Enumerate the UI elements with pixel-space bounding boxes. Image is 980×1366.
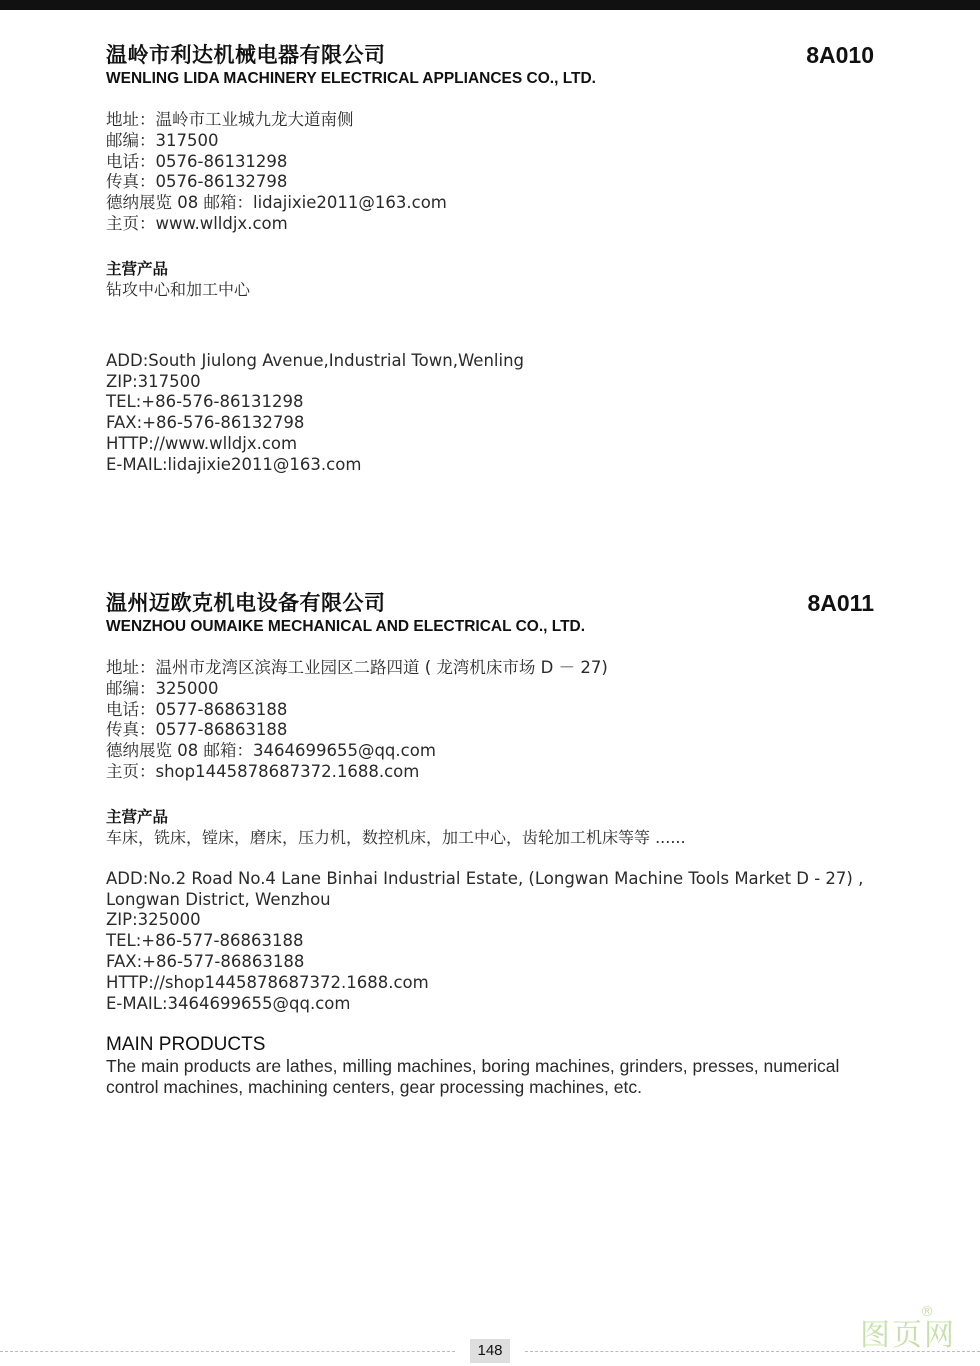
registered-mark-icon: ®: [920, 1304, 934, 1320]
fax-cn: 传真：0576-86132798: [106, 172, 288, 192]
products-cn: [106, 259, 886, 301]
title-row: [106, 588, 886, 618]
company-name-cn: 温岭市利达机械电器有限公司: [106, 43, 386, 67]
contact-cn: [106, 658, 886, 783]
email-cn: 德纳展览 08 邮箱：lidajixie2011@163.com: [106, 193, 447, 213]
email-en: E-MAIL:lidajixie2011@163.com: [106, 454, 362, 474]
company-name-en: WENZHOU OUMAIKE MECHANICAL AND ELECTRICAL CO., LTD.: [106, 618, 586, 635]
company-name-en: WENLING LIDA MACHINERY ELECTRICAL APPLIANCES CO., LTD.: [106, 70, 596, 87]
company-entry-oumaike: [106, 588, 886, 1098]
title-row: [106, 40, 886, 70]
http-en: HTTP://shop1445878687372.1688.com: [106, 972, 429, 992]
company-entry-lida: [106, 40, 886, 476]
address-en: ADD:No.2 Road No.4 Lane Binhai Industrial Estate, (Longwan Machine Tools Market D - 27) , Longwan District, Wenzhou: [106, 868, 864, 909]
main-products-text: The main products are lathes, milling machines, boring machines, grinders, presses, numerical control machines, machining centers, gear processing machines, etc.: [106, 1056, 840, 1098]
products-list-cn: 车床，铣床，镗床，磨床，压力机，数控机床，加工中心，齿轮加工机床等等 ......: [106, 827, 686, 847]
zip-en: ZIP:317500: [106, 371, 201, 391]
watermark-logo: [860, 1304, 970, 1358]
tel-en: TEL:+86-576-86131298: [106, 392, 304, 412]
fax-en: FAX:+86-577-86863188: [106, 951, 305, 971]
footer-divider-left: [0, 1351, 455, 1352]
booth-number: 8A010: [806, 42, 874, 68]
zip-en: ZIP:325000: [106, 910, 201, 930]
contact-cn: [106, 110, 886, 235]
top-rule: [0, 0, 980, 10]
address-cn: 地址：温州市龙湾区滨海工业园区二路四道 ( 龙湾机床市场 D － 27): [106, 658, 608, 677]
products-cn: [106, 807, 886, 849]
address-cn: 地址：温岭市工业城九龙大道南侧: [106, 110, 354, 129]
fax-cn: 传真：0577-86863188: [106, 720, 288, 740]
zip-cn: 邮编：325000: [106, 678, 219, 698]
tel-en: TEL:+86-577-86863188: [106, 931, 304, 951]
products-title-cn: 主营产品: [106, 807, 169, 826]
homepage-cn: 主页：www.wlldjx.com: [106, 213, 288, 233]
address-en: ADD:South Jiulong Avenue,Industrial Town,Wenling: [106, 350, 525, 370]
products-list-cn: 钻攻中心和加工中心: [106, 279, 251, 299]
zip-cn: 邮编：317500: [106, 130, 219, 150]
email-en: E-MAIL:3464699655@qq.com: [106, 993, 351, 1013]
http-en: HTTP://www.wlldjx.com: [106, 433, 298, 453]
email-cn: 德纳展览 08 邮箱：3464699655@qq.com: [106, 741, 436, 761]
booth-number: 8A011: [807, 590, 874, 616]
homepage-cn: 主页：shop1445878687372.1688.com: [106, 761, 420, 781]
watermark-text: 图页网: [860, 1318, 956, 1353]
company-name-cn: 温州迈欧克机电设备有限公司: [106, 591, 386, 615]
fax-en: FAX:+86-576-86132798: [106, 413, 305, 433]
main-products-title: MAIN PRODUCTS: [106, 1034, 266, 1056]
contact-en: [106, 351, 886, 476]
phone-cn: 电话：0577-86863188: [106, 699, 288, 719]
phone-cn: 电话：0576-86131298: [106, 151, 288, 171]
contact-en: [106, 869, 886, 1015]
products-title-cn: 主营产品: [106, 259, 169, 278]
page-number: 148: [470, 1339, 510, 1363]
